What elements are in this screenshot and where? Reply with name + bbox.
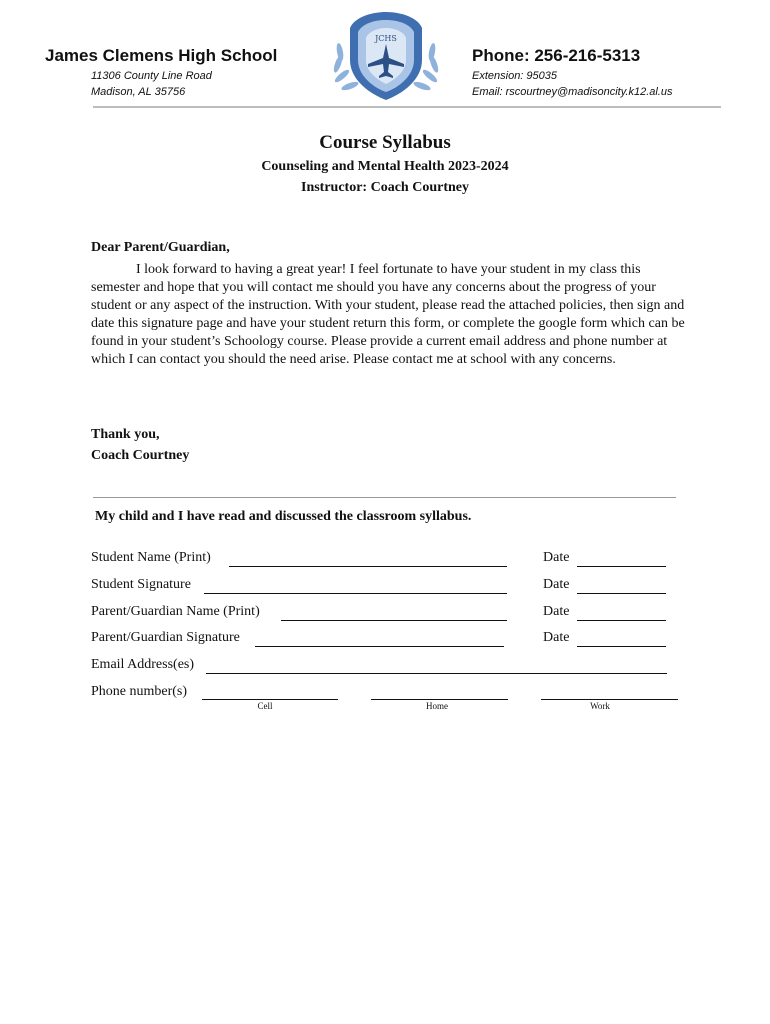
instructor-name: Instructor: Coach Courtney	[301, 180, 469, 195]
address-line-2: Madison, AL 35756	[91, 86, 186, 98]
parent-name-field[interactable]	[281, 620, 507, 621]
parent-name-date-field[interactable]	[577, 620, 666, 621]
date-label: Date	[543, 577, 570, 592]
parent-signature-field[interactable]	[255, 646, 504, 647]
parent-name-label: Parent/Guardian Name (Print)	[91, 604, 260, 619]
phone-extension: Extension: 95035	[472, 70, 558, 82]
student-signature-label: Student Signature	[91, 577, 191, 592]
signature-divider	[93, 497, 676, 498]
date-label: Date	[543, 550, 570, 565]
school-logo	[330, 8, 442, 103]
closing: Thank you,	[91, 427, 160, 442]
phone-work-field[interactable]	[541, 699, 678, 700]
phone-label: Phone number(s)	[91, 684, 188, 699]
email-address: Email: rscourtney@madisoncity.k12.al.us	[472, 86, 673, 98]
phone-home-field[interactable]	[371, 699, 508, 700]
date-label: Date	[543, 604, 570, 619]
student-name-date-field[interactable]	[577, 566, 666, 567]
document-title: Course Syllabus	[319, 132, 451, 153]
signature-name: Coach Courtney	[91, 448, 190, 463]
student-name-label: Student Name (Print)	[91, 550, 211, 565]
phone-home-label: Home	[426, 701, 448, 711]
phone-work-label: Work	[590, 701, 610, 711]
acknowledgment-statement: My child and I have read and discussed the classroom syllabus.	[95, 509, 472, 524]
student-signature-date-field[interactable]	[577, 593, 666, 594]
phone-cell-label: Cell	[257, 701, 273, 711]
student-name-field[interactable]	[229, 566, 507, 567]
logo-text: JCHS	[375, 34, 397, 43]
address-line-1: 11306 County Line Road	[91, 70, 212, 82]
phone-number: Phone: 256-216-5313	[472, 46, 641, 65]
parent-signature-label: Parent/Guardian Signature	[91, 630, 240, 645]
salutation: Dear Parent/Guardian,	[91, 240, 230, 255]
parent-signature-date-field[interactable]	[577, 646, 666, 647]
email-label: Email Address(es)	[91, 657, 195, 672]
course-name: Counseling and Mental Health 2023-2024	[261, 159, 509, 174]
date-label: Date	[543, 630, 570, 645]
student-signature-field[interactable]	[204, 593, 507, 594]
letter-body: I look forward to having a great year! I feel fortunate to have your student in my class this semester and hope that you will contact me should you have any concerns about the progress of your student or any aspect of the instruction. With your student, please read the attached policies, then sign and date this signature page and have your student return this form, or complete the google form which can be found in your student’s Schoology course. Please provide a current email address and phone number at which I can contact you should the need arise. Please contact me at school with any concerns.	[91, 262, 685, 367]
header-divider	[93, 106, 721, 108]
school-name: James Clemens High School	[45, 46, 278, 65]
email-field[interactable]	[206, 673, 667, 674]
phone-cell-field[interactable]	[202, 699, 338, 700]
